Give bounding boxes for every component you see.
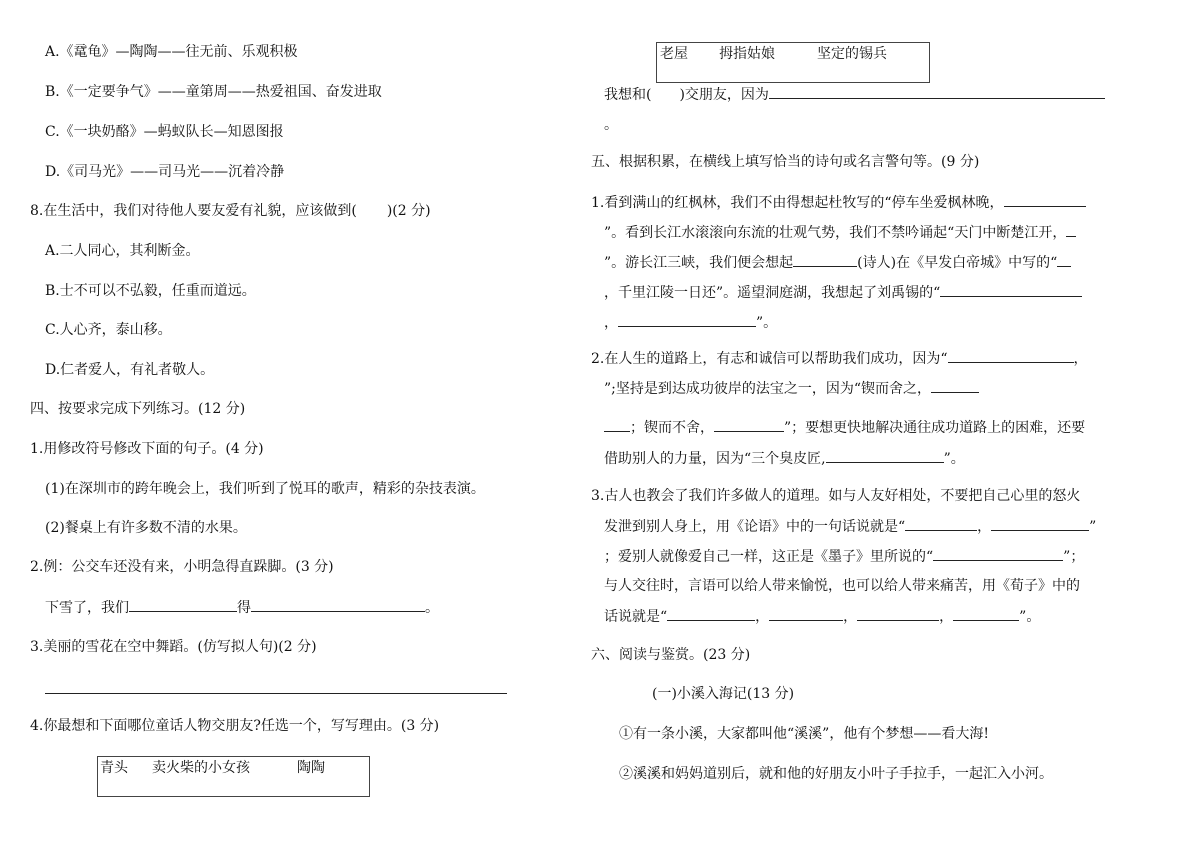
friend-middle: )交朋友，因为 (679, 87, 769, 103)
q7-option-a: A.《鼋龟》—陶陶——往无前、乐观积极 (45, 44, 298, 60)
poem-q1-blank-1[interactable] (1004, 192, 1086, 207)
poem-q1-line-2: ”。看到长江水滚滚向东流的壮观气势，我们不禁吟诵起“天门中断楚江开， (604, 222, 1076, 243)
poem-q2-line-3: ；锲而不舍， ”；要想更快地解决通往成功道路上的困难，还要 (604, 417, 1085, 438)
q8-option-b: B.士不可以不弘毅，任重而道远。 (45, 283, 256, 299)
poem-q3-blank-4[interactable] (667, 606, 755, 621)
q2-prefix: 下雪了，我们 (45, 600, 129, 616)
q4-character-2: 卖火柴的小女孩 (152, 760, 250, 776)
q4-character-1: 青头 (100, 760, 128, 776)
poem-q3-blank-6[interactable] (857, 606, 939, 621)
character-box (656, 42, 930, 83)
poem-q1-blank-4[interactable] (940, 282, 1082, 297)
reading-paragraph-2: ②溪溪和妈妈道别后，就和他的好朋友小叶子手拉手，一起汇入小河。 (619, 766, 1053, 782)
q1-stem: 1.用修改符号修改下面的句子。(4 分) (30, 441, 264, 457)
poem-q2-line-2: ”;坚持是到达成功彼岸的法宝之一，因为“锲而舍之， (604, 378, 979, 399)
section-6-title: 六、阅读与鉴赏。(23 分) (591, 647, 751, 663)
q1-sentence-1: (1)在深圳市的跨年晚会上，我们听到了悦耳的歌声，精彩的杂技表演。 (45, 481, 485, 497)
poem-q2-blank-2[interactable] (931, 378, 979, 393)
friend-line (604, 84, 1105, 105)
question-8 (30, 201, 431, 221)
poem-q2-blank-3[interactable] (604, 417, 630, 432)
q2-blank-1[interactable] (129, 597, 237, 612)
q7-option-d: D.《司马光》——司马光——沉着冷静 (45, 164, 285, 180)
friend-end: 。 (604, 117, 618, 133)
poet-blank[interactable] (793, 252, 857, 267)
poem-q1-blank-2[interactable] (1066, 222, 1076, 237)
poem-q3-line-5: 话说就是“ ， ， ， ”。 (604, 606, 1040, 627)
q3-answer-line[interactable] (45, 693, 507, 694)
q7-option-c: C.《一块奶酪》—蚂蚁队长—知恩图报 (45, 124, 284, 140)
poem-q3-line-4: 与人交往时，言语可以给人带来愉悦，也可以给人带来痛苦，用《荀子》中的 (604, 578, 1080, 594)
q2-end: 。 (425, 600, 439, 616)
poem-q1-blank-5[interactable] (618, 312, 756, 327)
q4-character-3: 陶陶 (297, 760, 325, 776)
q1-sentence-2: (2)餐桌上有许多数不清的水果。 (45, 520, 247, 536)
reading-paragraph-1: ①有一条小溪，大家都叫他“溪溪”，他有个梦想——看大海! (619, 726, 989, 742)
q8-option-a: A.二人同心，其利断金。 (45, 243, 200, 259)
character-1: 老屋 (660, 46, 688, 62)
poem-q3-blank-1[interactable] (905, 516, 977, 531)
q2-answer-line (45, 597, 439, 618)
friend-reason-blank[interactable] (769, 84, 1105, 99)
poem-q2-line-1: 2.在人生的道路上，有志和诚信可以帮助我们成功，因为“ ， (591, 348, 1088, 369)
section-4-title: 四、按要求完成下列练习。(12 分) (30, 401, 246, 417)
poem-q2-blank-4[interactable] (714, 417, 784, 432)
poem-q3-line-1: 3.古人也教会了我们许多做人的道理。如与人友好相处，不要把自己心里的怒火 (591, 488, 1081, 504)
poem-q3-line-3: ；爱别人就像爱自己一样，这正是《墨子》里所说的“ ”； (604, 546, 1084, 567)
q7-option-b: B.《一定要争气》——童第周——热爱祖国、奋发进取 (45, 84, 382, 100)
q2-middle: 得 (237, 600, 251, 616)
q8-option-d: D.仁者爱人，有礼者敬人。 (45, 362, 215, 378)
poem-q1-line-1: 1.看到满山的红枫林，我们不由得想起杜牧写的“停车坐爱枫林晚， (591, 192, 1086, 213)
section-5-title: 五、根据积累，在横线上填写恰当的诗句或名言警句等。(9 分) (591, 154, 980, 170)
poem-q1-line-4: ，千里江陵一日还”。遥望洞庭湖，我想起了刘禹锡的“ (604, 282, 1082, 303)
q8-option-c: C.人心齐，泰山移。 (45, 322, 172, 338)
poem-q2-blank-1[interactable] (948, 348, 1074, 363)
poem-q1-blank-3[interactable] (1057, 252, 1071, 267)
poem-q2-line-4: 借助别人的力量，因为“三个臭皮匠, ”。 (604, 448, 965, 469)
friend-prefix: 我想和( (604, 87, 652, 103)
q8-stem: 8.在生活中，我们对待他人要友爱有礼貌，应该做到( (30, 203, 357, 219)
q2-blank-2[interactable] (251, 597, 425, 612)
q4-character-box (97, 756, 370, 797)
poem-q3-line-2: 发泄到别人身上，用《论语》中的一句话说就是“ ， ” (604, 516, 1096, 537)
poem-q2-blank-5[interactable] (826, 448, 944, 463)
character-2: 拇指姑娘 (719, 46, 775, 62)
q8-stem-end: )(2 分) (386, 203, 431, 219)
reading-title: (一)小溪入海记(13 分) (652, 686, 795, 702)
poem-q3-blank-7[interactable] (953, 606, 1019, 621)
q3-stem: 3.美丽的雪花在空中舞蹈。(仿写拟人句)(2 分) (30, 639, 317, 655)
character-3: 坚定的锡兵 (817, 46, 887, 62)
poem-q1-line-5: ， ”。 (604, 312, 777, 333)
poem-q3-blank-2[interactable] (991, 516, 1089, 531)
q4-stem: 4.你最想和下面哪位童话人物交朋友?任选一个，写写理由。(3 分) (30, 718, 440, 734)
poem-q1-line-3: ”。游长江三峡，我们便会想起 (诗人)在《早发白帝城》中写的“ (604, 252, 1071, 273)
poem-q3-blank-3[interactable] (933, 546, 1063, 561)
poem-q3-blank-5[interactable] (769, 606, 843, 621)
q2-stem: 2.例：公交车还没有来，小明急得直跺脚。(3 分) (30, 559, 334, 575)
